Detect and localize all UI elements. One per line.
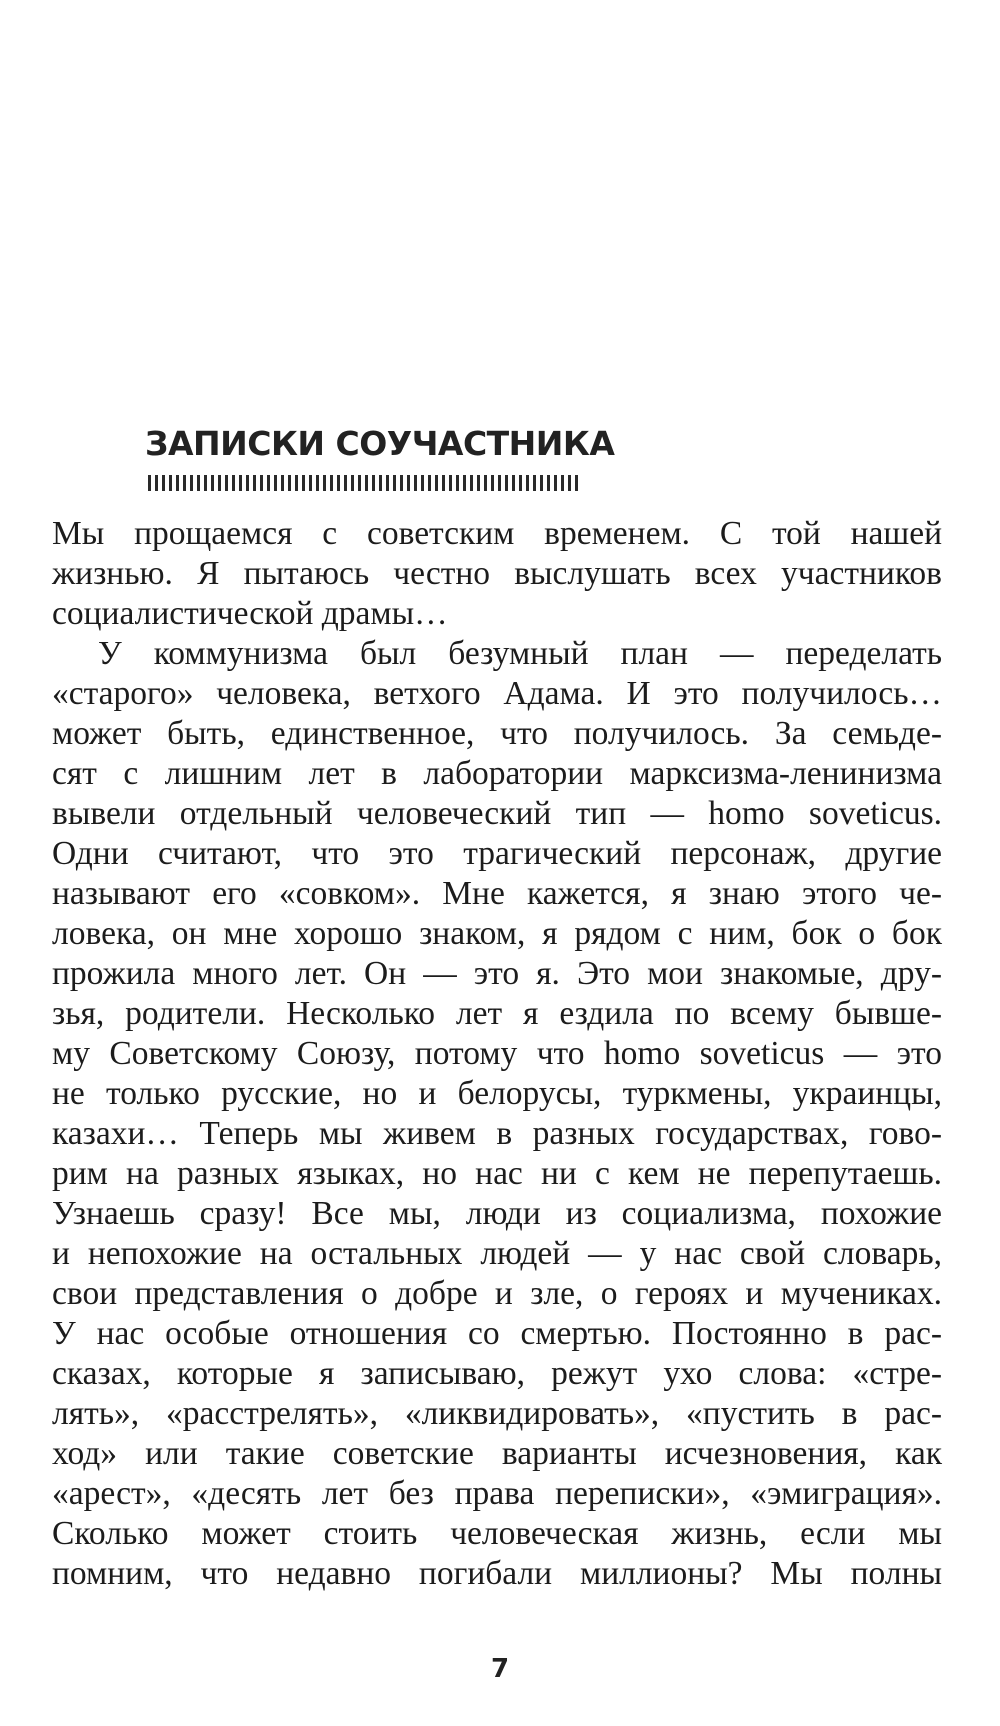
text-line: ловека, он мне хорошо знаком, я рядом с ним, бок о бок — [52, 915, 942, 952]
text-line: вывели отдельный человеческий тип — homo soveticus. — [52, 795, 942, 832]
text-line: жизнью. Я пытаюсь честно выслушать всех участников — [52, 555, 942, 592]
text-line: «арест», «десять лет без права переписки», «эмиграция». — [52, 1475, 942, 1512]
text-line: социалистической драмы… — [52, 595, 448, 632]
body-text — [52, 514, 942, 1594]
text-line: «старого» человека, ветхого Адама. И это получилось… — [52, 675, 942, 712]
chapter-heading: ЗАПИСКИ СОУЧАСТНИКА — [145, 424, 615, 463]
text-line: свои представления о добре и зле, о героях и мучениках. — [52, 1275, 942, 1312]
text-line: У коммунизма был безумный план — переделать — [98, 635, 942, 672]
text-line: казахи… Теперь мы живем в разных государствах, гово- — [52, 1115, 942, 1152]
text-line: может быть, единственное, что получилось. За семьде- — [52, 715, 942, 752]
text-line: и непохожие на остальных людей — у нас свой словарь, — [52, 1235, 942, 1272]
text-line: Мы прощаемся с советским временем. С той нашей — [52, 515, 942, 552]
text-line: лять», «расстрелять», «ликвидировать», «пустить в рас- — [52, 1395, 942, 1432]
text-line: рим на разных языках, но нас ни с кем не перепутаешь. — [52, 1155, 942, 1192]
text-line: не только русские, но и белорусы, туркмены, украинцы, — [52, 1075, 942, 1112]
text-line: У нас особые отношения со смертью. Постоянно в рас- — [52, 1315, 942, 1352]
text-line: зья, родители. Несколько лет я ездила по всему бывше- — [52, 995, 942, 1032]
text-line: называют его «совком». Мне кажется, я знаю этого че- — [52, 875, 942, 912]
text-line: Сколько может стоить человеческая жизнь, если мы — [52, 1515, 942, 1552]
text-line: му Советскому Союзу, потому что homo soveticus — это — [52, 1035, 942, 1072]
heading-decorative-rule — [148, 475, 578, 491]
page-number: 7 — [490, 1654, 510, 1684]
text-line: сят с лишним лет в лаборатории марксизма-ленинизма — [52, 755, 942, 792]
text-line: Одни считают, что это трагический персонаж, другие — [52, 835, 942, 872]
text-line: сказах, которые я записываю, режут ухо слова: «стре- — [52, 1355, 942, 1392]
text-line: ход» или такие советские варианты исчезновения, как — [52, 1435, 942, 1472]
text-line: Узнаешь сразу! Все мы, люди из социализма, похожие — [52, 1195, 942, 1232]
text-line: прожила много лет. Он — это я. Это мои знакомые, дру- — [52, 955, 942, 992]
text-line: помним, что недавно погибали миллионы? Мы полны — [52, 1555, 942, 1592]
